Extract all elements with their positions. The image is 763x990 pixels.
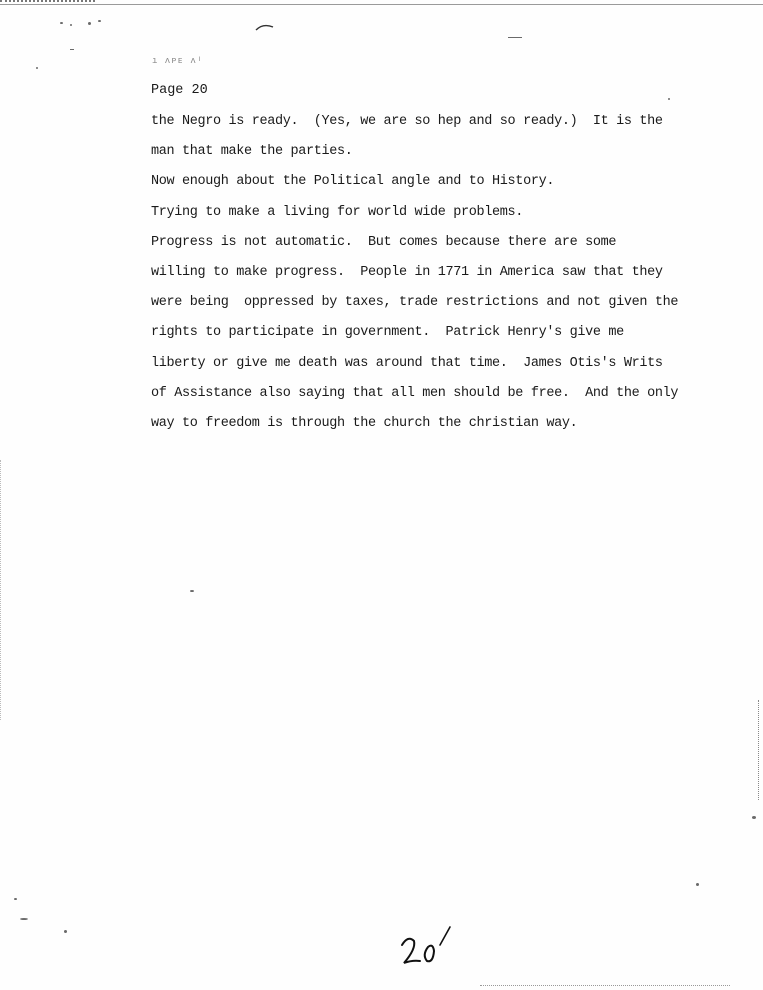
faint-scrawl: ı ᴧᴘᴇ ᴧᴵ bbox=[152, 56, 204, 66]
scan-speck bbox=[60, 22, 63, 24]
left-edge-marks bbox=[0, 460, 3, 720]
scan-speck bbox=[20, 918, 28, 920]
top-edge-dots bbox=[0, 0, 95, 2]
scan-speck bbox=[64, 930, 67, 933]
scan-speck bbox=[36, 67, 38, 69]
scan-speck bbox=[88, 22, 91, 25]
scan-speck bbox=[696, 883, 699, 886]
text-line: Trying to make a living for world wide problems. bbox=[151, 204, 524, 220]
text-line: Progress is not automatic. But comes because there are some bbox=[151, 234, 617, 250]
handwritten-page-number bbox=[398, 925, 458, 973]
scan-speck bbox=[508, 37, 522, 38]
scan-speck bbox=[14, 898, 17, 900]
top-edge-rule bbox=[0, 4, 763, 5]
scan-speck bbox=[668, 98, 670, 100]
scan-speck bbox=[70, 49, 74, 50]
text-line: way to freedom is through the church the christian way. bbox=[151, 415, 578, 431]
text-line: man that make the parties. bbox=[151, 144, 353, 160]
text-line: Now enough about the Political angle and to History. bbox=[151, 174, 555, 190]
scan-speck bbox=[752, 816, 756, 819]
text-line: were being oppressed by taxes, trade restrictions and not given the bbox=[151, 295, 679, 311]
right-edge-marks bbox=[758, 700, 763, 800]
text-line: liberty or give me death was around that time. James Otis's Writs bbox=[151, 355, 663, 371]
text-line: the Negro is ready. (Yes, we are so hep and so ready.) It is the bbox=[151, 114, 663, 129]
scan-speck bbox=[98, 20, 101, 22]
scan-curl-mark bbox=[255, 22, 275, 32]
text-line: of Assistance also saying that all men should be free. And the only bbox=[151, 385, 679, 401]
scan-speck bbox=[70, 24, 72, 26]
body-text bbox=[151, 113, 711, 445]
page-header: Page 20 bbox=[151, 83, 208, 98]
scan-speck bbox=[190, 590, 194, 592]
text-line: rights to participate in government. Patrick Henry's give me bbox=[151, 325, 624, 341]
bottom-edge-rule bbox=[480, 985, 730, 986]
text-line: willing to make progress. People in 1771 in America saw that they bbox=[151, 264, 663, 280]
